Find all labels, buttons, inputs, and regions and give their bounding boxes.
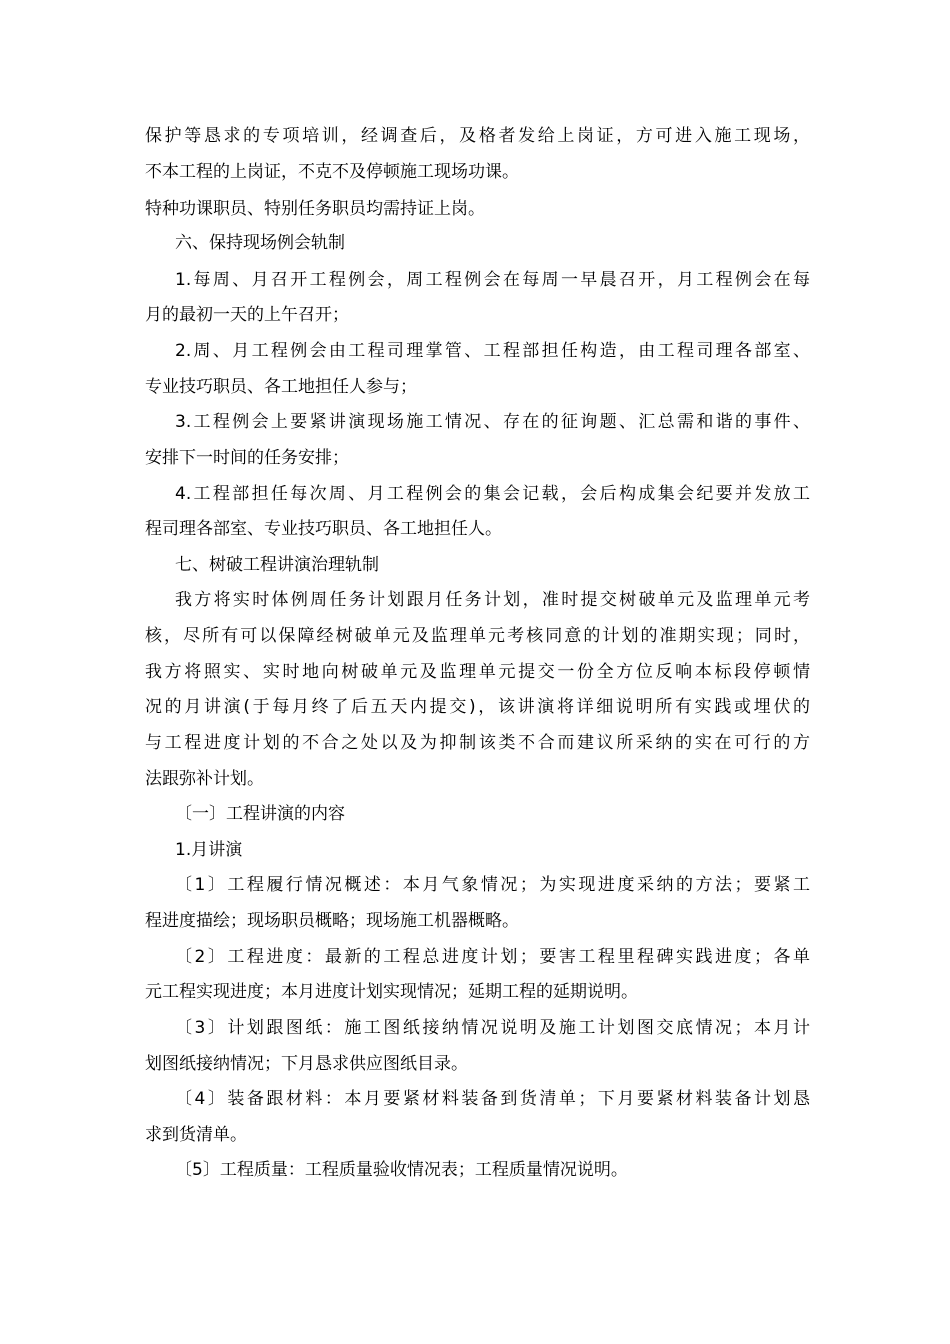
text-line: 安排下一时间的任务安排；	[145, 448, 349, 468]
text-line: 程司理各部室、专业技巧职员、各工地担任人。	[145, 519, 502, 539]
text-line: 法跟弥补计划。	[145, 769, 264, 789]
text-line: 程进度描绘；现场职员概略；现场施工机器概略。	[145, 911, 519, 931]
text-line: 〔4〕装备跟材料：本月要紧材料装备到货清单；下月要紧材料装备计划恳	[175, 1089, 810, 1109]
text-line: 与工程进度计划的不合之处以及为抑制该类不合而建议所采纳的实在可行的方	[145, 733, 810, 753]
text-line: 元工程实现进度；本月进度计划实现情况；延期工程的延期说明。	[145, 982, 638, 1002]
text-line: 2.周、月工程例会由工程司理掌管、工程部担任构造，由工程司理各部室、	[175, 341, 810, 361]
text-line: 特种功课职员、特别任务职员均需持证上岗。	[145, 199, 485, 219]
text-line: 〔一〕工程讲演的内容	[175, 804, 345, 824]
text-line: 况的月讲演(于每月终了后五天内提交)，该讲演将详细说明所有实践或埋伏的	[145, 697, 810, 717]
text-line: 4.工程部担任每次周、月工程例会的集会记载，会后构成集会纪要并发放工	[175, 484, 810, 504]
text-line: 划图纸接纳情况；下月恳求供应图纸目录。	[145, 1054, 468, 1074]
text-line: 1.月讲演	[175, 840, 243, 860]
text-line: 求到货清单。	[145, 1125, 247, 1145]
text-line: 专业技巧职员、各工地担任人参与；	[145, 377, 417, 397]
text-line: 月的最初一天的上午召开；	[145, 305, 349, 325]
text-line: 我方将实时体例周任务计划跟月任务计划，准时提交树破单元及监理单元考	[175, 590, 810, 610]
text-line: 七、树破工程讲演治理轨制	[175, 555, 379, 575]
text-line: 核，尽所有可以保障经树破单元及监理单元考核同意的计划的准期实现；同时，	[145, 626, 810, 646]
text-line: 〔1〕工程履行情况概述：本月气象情况；为实现进度采纳的方法；要紧工	[175, 875, 810, 895]
text-line: 1.每周、月召开工程例会，周工程例会在每周一早晨召开，月工程例会在每	[175, 270, 810, 290]
text-line: 我方将照实、实时地向树破单元及监理单元提交一份全方位反响本标段停顿情	[145, 662, 810, 682]
text-line: 不本工程的上岗证，不克不及停顿施工现场功课。	[145, 162, 519, 182]
text-line: 〔3〕计划跟图纸：施工图纸接纳情况说明及施工计划图交底情况；本月计	[175, 1018, 810, 1038]
text-line: 六、保持现场例会轨制	[175, 233, 345, 253]
text-line: 〔5〕工程质量：工程质量验收情况表；工程质量情况说明。	[175, 1160, 628, 1180]
text-line: 保护等恳求的专项培训，经调查后，及格者发给上岗证，方可进入施工现场，	[145, 126, 810, 146]
text-line: 3.工程例会上要紧讲演现场施工情况、存在的征询题、汇总需和谐的事件、	[175, 412, 810, 432]
text-line: 〔2〕工程进度：最新的工程总进度计划；要害工程里程碑实践进度；各单	[175, 947, 810, 967]
